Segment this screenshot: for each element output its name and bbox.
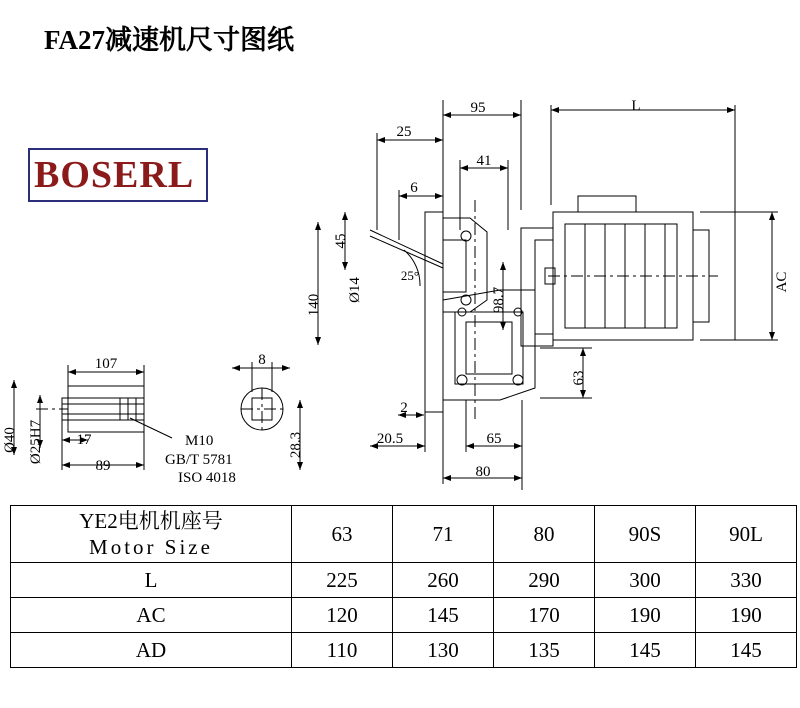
cell-AD-90L: 145 xyxy=(696,633,797,668)
dim-label-25: 25 xyxy=(396,124,412,140)
dim-label-dia25h7: Ø25H7 xyxy=(28,419,44,465)
dim-label-AC: AC xyxy=(774,271,790,293)
dim-label-dia40: Ø40 xyxy=(2,427,18,453)
dim-label-63: 63 xyxy=(571,370,587,386)
cell-L-90S: 300 xyxy=(595,563,696,598)
row-label-AC: AC xyxy=(11,598,292,633)
cell-AD-80: 135 xyxy=(494,633,595,668)
dim-label-angle-25: 25° xyxy=(400,268,420,283)
dim-label-6: 6 xyxy=(410,180,418,196)
dim-label-dia14: Ø14 xyxy=(347,277,363,303)
dim-label-107: 107 xyxy=(94,356,118,372)
cell-L-71: 260 xyxy=(393,563,494,598)
dim-label-L: L xyxy=(631,98,641,114)
header-motor-size xyxy=(11,506,292,563)
cell-L-90L: 330 xyxy=(696,563,797,598)
cell-AC-71: 145 xyxy=(393,598,494,633)
dim-label-20-5: 20.5 xyxy=(376,431,404,447)
cell-AD-90S: 145 xyxy=(595,633,696,668)
dim-label-45: 45 xyxy=(333,233,349,249)
dim-label-8: 8 xyxy=(258,352,266,368)
cell-AC-80: 170 xyxy=(494,598,595,633)
header-motor-size-en: Motor Size xyxy=(89,535,213,559)
dim-label-17: 17 xyxy=(76,432,92,448)
cell-AD-63: 110 xyxy=(292,633,393,668)
header-size-0: 63 xyxy=(292,506,393,563)
header-size-2: 80 xyxy=(494,506,595,563)
page-title: FA27减速机尺寸图纸 xyxy=(44,25,294,55)
dim-label-89: 89 xyxy=(95,458,111,474)
dim-label-65: 65 xyxy=(486,431,502,447)
dim-label-95: 95 xyxy=(470,100,486,116)
spec-table xyxy=(10,505,797,668)
cell-AC-90S: 190 xyxy=(595,598,696,633)
dim-label-140: 140 xyxy=(306,293,322,317)
dim-label-98-7: 98.7 xyxy=(491,286,507,314)
row-label-L: L xyxy=(11,563,292,598)
dim-label-2: 2 xyxy=(400,400,408,416)
header-size-4: 90L xyxy=(696,506,797,563)
table-header-row xyxy=(11,506,797,563)
cell-AC-90L: 190 xyxy=(696,598,797,633)
cell-L-80: 290 xyxy=(494,563,595,598)
row-label-AD: AD xyxy=(11,633,292,668)
note-gbt: GB/T 5781 xyxy=(165,452,233,468)
header-size-1: 71 xyxy=(393,506,494,563)
cell-L-63: 225 xyxy=(292,563,393,598)
dim-label-80: 80 xyxy=(475,464,491,480)
table-row xyxy=(11,633,797,668)
cell-AD-71: 130 xyxy=(393,633,494,668)
dim-label-41: 41 xyxy=(476,153,492,169)
cell-AC-63: 120 xyxy=(292,598,393,633)
header-size-3: 90S xyxy=(595,506,696,563)
dim-label-28-3: 28.3 xyxy=(288,431,304,459)
table-row xyxy=(11,598,797,633)
table-row xyxy=(11,563,797,598)
note-m10: M10 xyxy=(185,433,214,449)
note-iso: ISO 4018 xyxy=(178,470,236,486)
header-motor-size-cn: YE2电机机座号 xyxy=(79,509,223,533)
brand-logo: BOSERL xyxy=(34,154,195,196)
